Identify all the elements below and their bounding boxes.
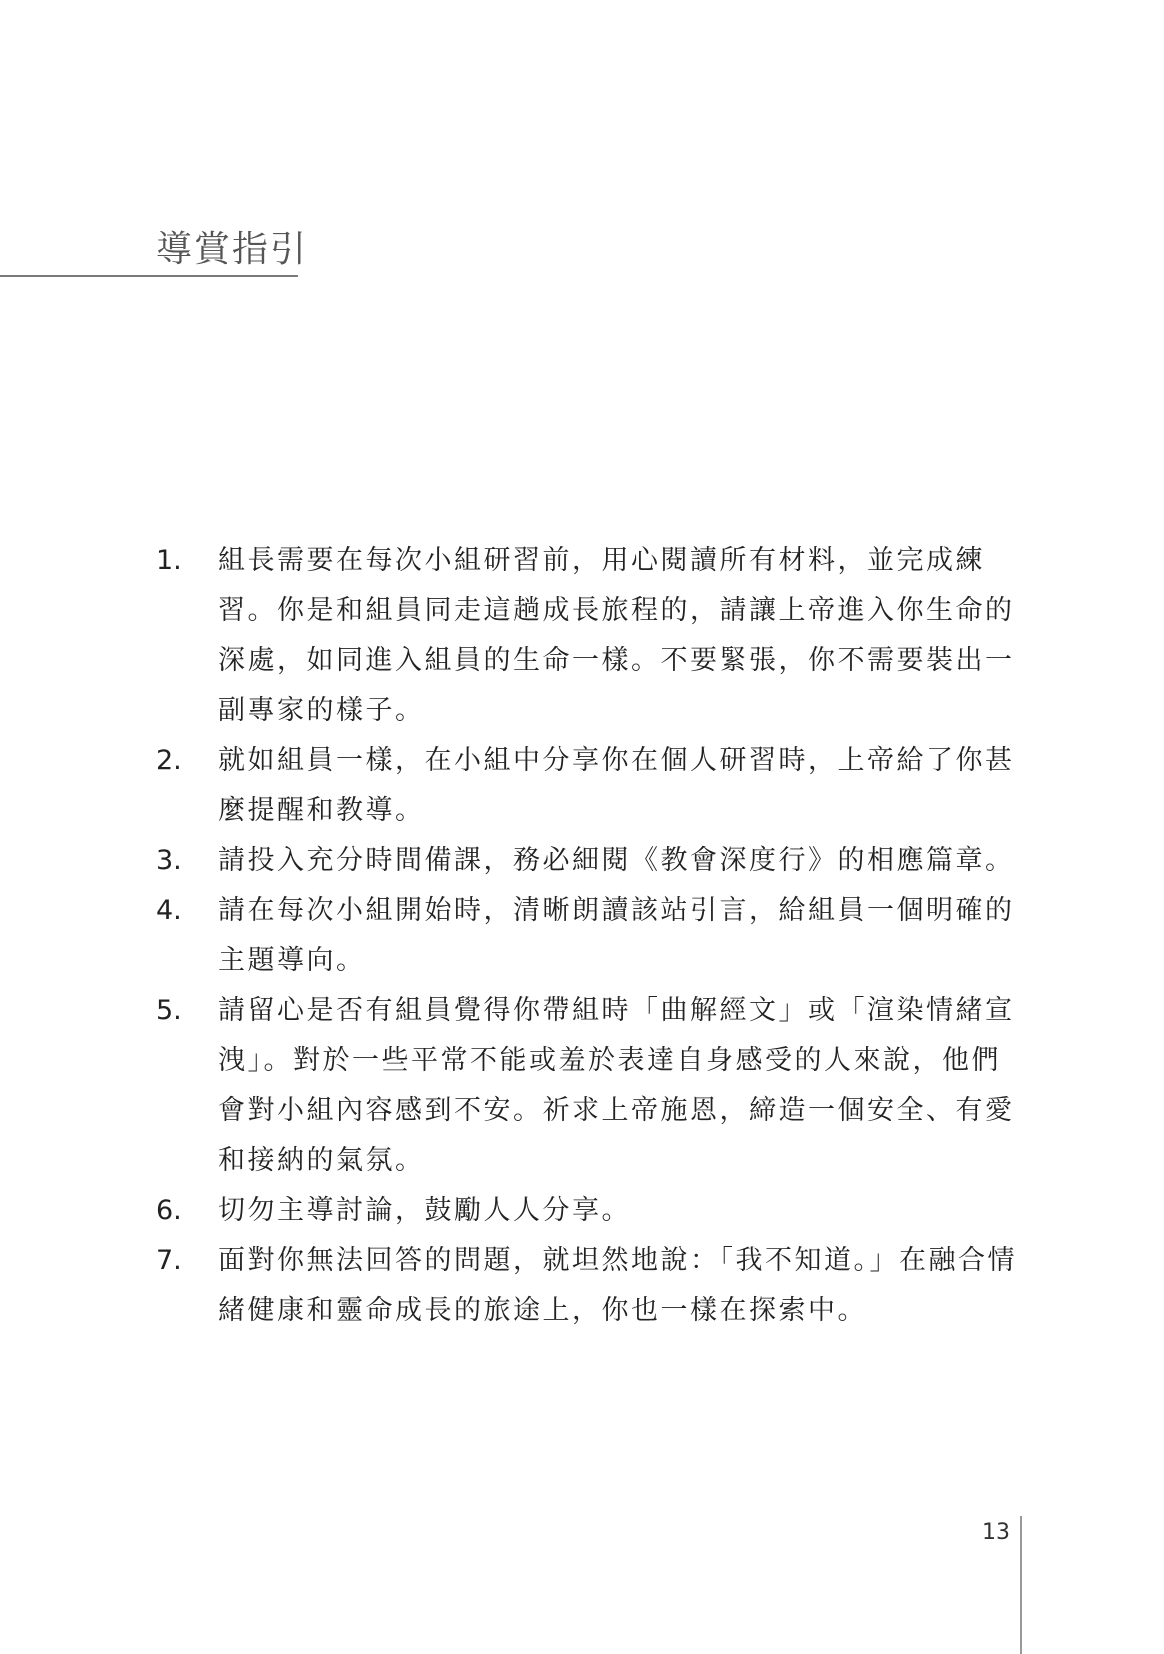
guideline-item-1 bbox=[154, 536, 1024, 736]
guideline-item-5 bbox=[154, 986, 1024, 1186]
guideline-item-2 bbox=[154, 736, 1024, 836]
guideline-number: 5. bbox=[156, 995, 182, 1026]
guideline-item-4 bbox=[154, 886, 1024, 986]
guideline-number: 6. bbox=[156, 1195, 182, 1226]
page-title: 導賞指引 bbox=[156, 229, 309, 270]
guideline-list bbox=[154, 536, 1024, 1336]
guideline-number: 7. bbox=[156, 1245, 182, 1276]
guideline-number: 4. bbox=[156, 895, 182, 926]
guideline-text: 組長需要在每次小組研習前，用心閱讀所有材料，並完成練習。你是和組員同走這趟成長旅程的，請讓上帝進入你生命的深處，如同進入組員的生命一樣。不要緊張，你不需要裝出一副專家的樣子。 bbox=[218, 545, 1015, 726]
guideline-text: 面對你無法回答的問題，就坦然地說：「我不知道。」在融合情緒健康和靈命成長的旅途上，你也一樣在探索中。 bbox=[218, 1245, 1017, 1326]
guideline-text: 就如組員一樣，在小組中分享你在個人研習時，上帝給了你甚麼提醒和教導。 bbox=[218, 745, 1015, 826]
guideline-text: 請投入充分時間備課，務必細閱《教會深度行》的相應篇章。 bbox=[218, 845, 1015, 876]
guideline-number: 1. bbox=[156, 545, 182, 576]
guideline-item-6 bbox=[154, 1186, 1024, 1236]
guideline-text: 切勿主導討論，鼓勵人人分享。 bbox=[218, 1195, 631, 1226]
guideline-text: 請留心是否有組員覺得你帶組時「曲解經文」或「渲染情緒宣洩」。對於一些平常不能或羞於表達自身感受的人來說，他們會對小組內容感到不安。祈求上帝施恩，締造一個安全、有愛和接納的氣氛。 bbox=[218, 995, 1015, 1176]
guideline-number: 3. bbox=[156, 845, 182, 876]
page-number: 13 bbox=[982, 1520, 1010, 1545]
guideline-item-3 bbox=[154, 836, 1024, 886]
guideline-number: 2. bbox=[156, 745, 182, 776]
guideline-item-7 bbox=[154, 1236, 1024, 1336]
title-underline bbox=[0, 275, 298, 277]
guideline-text: 請在每次小組開始時，清晰朗讀該站引言，給組員一個明確的主題導向。 bbox=[218, 895, 1015, 976]
page-edge-rule bbox=[1020, 1516, 1022, 1654]
